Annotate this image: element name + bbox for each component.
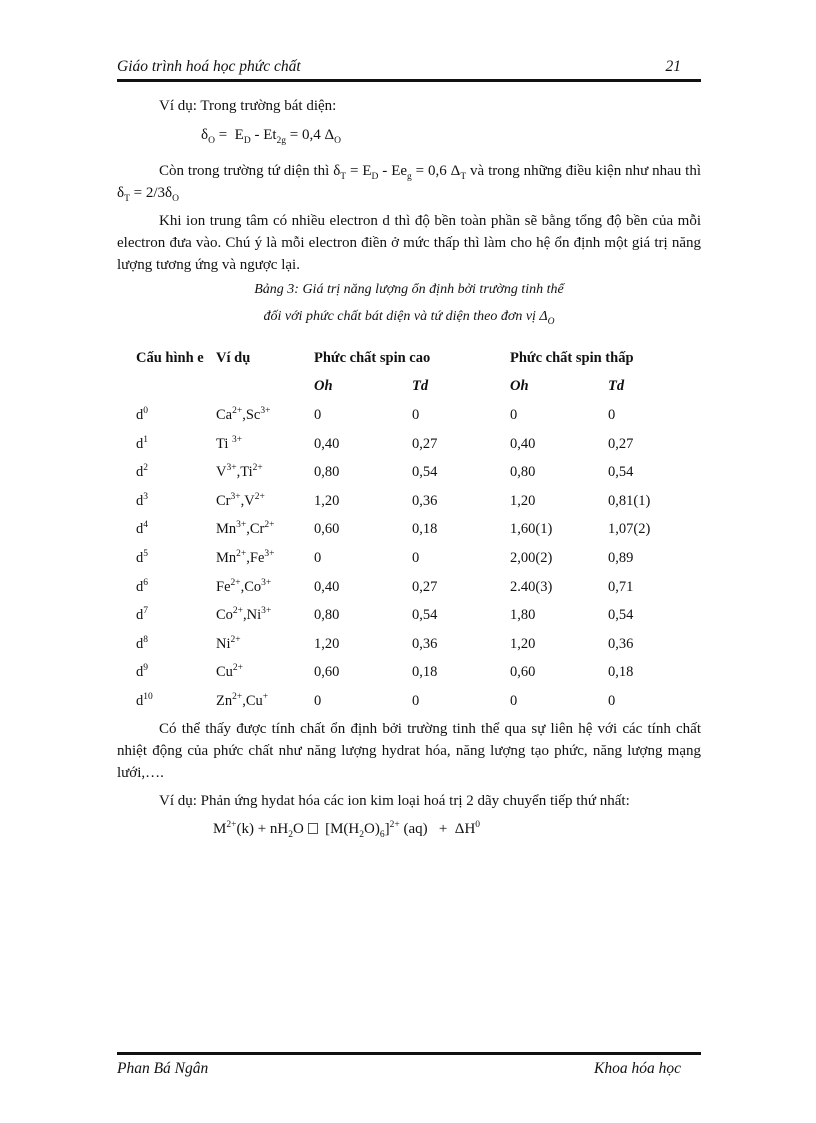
- cell-example: $V^{3+},Ti^{2+}$: [216, 463, 263, 481]
- cell-low-oh: 0,80: [510, 464, 536, 481]
- cell-config: $d^2$: [136, 463, 148, 481]
- cell-high-td: 0: [412, 406, 420, 423]
- cell-high-oh: 0,80: [314, 464, 340, 481]
- cell-example: $Cu^{2+}$: [216, 663, 244, 681]
- cell-high-td: 0,18: [412, 664, 438, 681]
- cell-example: $Zn^{2+},Cu^+$: [216, 692, 269, 709]
- table-row: [136, 630, 698, 659]
- table-row: [136, 544, 698, 573]
- cfse-table: [136, 344, 698, 716]
- col-header-config: Cấu hình e: [136, 349, 204, 366]
- cell-low-oh: 0,40: [510, 435, 536, 452]
- table-row: [136, 687, 698, 716]
- cell-high-oh: 0: [314, 549, 322, 566]
- cell-high-td: 0,36: [412, 492, 438, 509]
- cell-low-td: 0,36: [608, 635, 634, 652]
- table-row: [136, 516, 698, 545]
- footer-author: Phan Bá Ngân: [117, 1060, 209, 1077]
- table-row: [136, 487, 698, 516]
- cell-low-td: 0,54: [608, 464, 634, 481]
- cell-high-oh: 0,40: [314, 435, 340, 452]
- hydration-equation: $M^{2+}(k) + nH_2O$ $[M(H_2O)_6]^{2+}$ $(aq) + \Delta H^0$: [213, 820, 481, 840]
- page-number: 21: [665, 58, 681, 75]
- footer-rule: [117, 1052, 701, 1055]
- cell-high-oh: 0,40: [314, 578, 340, 595]
- header-title: Giáo trình hoá học phức chất: [117, 58, 301, 75]
- cell-high-td: 0: [412, 692, 420, 709]
- cell-config: $d^5$: [136, 549, 148, 566]
- table-row: [136, 430, 698, 459]
- cell-config: $d^8$: [136, 634, 148, 652]
- cell-low-td: 0,89: [608, 549, 634, 566]
- cell-low-oh: 0: [510, 692, 518, 709]
- cell-high-td: 0,27: [412, 435, 438, 452]
- cell-config: $d^{10}$: [136, 692, 153, 709]
- cell-low-oh: 1,20: [510, 492, 536, 509]
- table-caption-line2: đối với phức chất bát diện và tứ diện theo đơn vị $\Delta_O$: [263, 309, 555, 327]
- table-caption-line1: Bảng 3: Giá trị năng lượng ổn định bởi trường tinh thể: [254, 282, 564, 297]
- octahedral-equation: $\delta_O = E_D - Et_{2g} = 0,4$ $\Delta_O$: [201, 127, 342, 146]
- cell-config: $d^7$: [136, 606, 148, 624]
- subheader-oh-low: Oh: [510, 378, 529, 395]
- cell-high-oh: 1,20: [314, 635, 340, 652]
- cell-config: $d^0$: [136, 406, 148, 423]
- cell-low-td: 0: [608, 692, 616, 709]
- header-rule: [117, 79, 701, 82]
- col-header-low-spin: Phức chất spin thấp: [510, 349, 634, 366]
- cell-high-oh: 0,80: [314, 607, 340, 624]
- cell-low-td: 1,07(2): [608, 521, 651, 538]
- cell-low-oh: 2.40(3): [510, 578, 553, 595]
- cell-low-oh: 2,00(2): [510, 549, 553, 566]
- cell-config: $d^3$: [136, 491, 148, 509]
- cell-high-oh: 0,60: [314, 664, 340, 681]
- cell-low-oh: 0: [510, 406, 518, 423]
- subheader-oh-high: Oh: [314, 378, 333, 395]
- cell-example: $Fe^{2+},Co^{3+}$: [216, 577, 272, 595]
- subheader-td-low: Td: [608, 378, 625, 395]
- cell-config: $d^9$: [136, 663, 148, 681]
- cell-low-td: 0,18: [608, 664, 634, 681]
- cell-example: $Co^{2+},Ni^{3+}$: [216, 606, 272, 624]
- cell-low-td: 0,71: [608, 578, 634, 595]
- cell-high-td: 0,27: [412, 578, 438, 595]
- cell-config: $d^6$: [136, 577, 148, 595]
- cell-high-td: 0,54: [412, 607, 438, 624]
- arrow-glyph-icon: [308, 823, 318, 834]
- col-header-high-spin: Phức chất spin cao: [314, 349, 431, 366]
- cell-example: $Ca^{2+},Sc^{3+}$: [216, 406, 271, 423]
- cell-high-oh: 0: [314, 692, 322, 709]
- footer-dept: Khoa hóa học: [594, 1060, 681, 1077]
- page-header: [117, 58, 701, 80]
- cell-high-oh: 1,20: [314, 492, 340, 509]
- cell-config: $d^1$: [136, 434, 148, 452]
- cell-high-td: 0,36: [412, 635, 438, 652]
- page-footer: [117, 1060, 701, 1082]
- table-header-row: [136, 344, 698, 373]
- table-row: [136, 401, 698, 430]
- subheader-td-high: Td: [412, 378, 429, 395]
- hydration-intro: Ví dụ: Phản ứng hydat hóa các ion kim loại hoá trị 2 dãy chuyển tiếp thứ nhất:: [159, 793, 630, 809]
- table-row: [136, 573, 698, 602]
- cell-example: $Ni^{2+}$: [216, 634, 241, 652]
- cell-example: Ti $^{3+}$: [216, 434, 243, 452]
- cell-example: $Mn^{3+},Cr^{2+}$: [216, 520, 275, 538]
- cell-low-oh: 0,60: [510, 664, 536, 681]
- stability-paragraph: Khi ion trung tâm có nhiều electron d thì độ bền toàn phần sẽ bằng tổng độ bền của mỗi electron đưa vào. Chú ý là mỗi electron điền ở mức thấp thì làm cho hệ ổn định một giá trị năng lượng tương ứng và ngược lại.: [117, 213, 701, 273]
- cell-high-td: 0,18: [412, 521, 438, 538]
- cell-example: $Cr^{3+},V^{2+}$: [216, 491, 265, 509]
- cell-low-oh: 1,60(1): [510, 521, 553, 538]
- cell-low-oh: 1,80: [510, 607, 536, 624]
- tetrahedral-paragraph: Còn trong trường tứ diện thì $\delta_T = E_D - Ee_g = 0,6$ $\Delta_T$ và trong những điều kiện như nhau thì $\delta_T = 2/3\delta_O$: [117, 163, 713, 204]
- cell-high-oh: 0: [314, 406, 322, 423]
- cell-high-td: 0,54: [412, 464, 438, 481]
- col-header-example: Ví dụ: [216, 349, 251, 366]
- example-intro: Ví dụ: Trong trường bát diện:: [159, 98, 337, 114]
- cell-low-td: 0,27: [608, 435, 634, 452]
- table-subheader-row: [136, 373, 698, 402]
- cell-low-td: 0: [608, 406, 616, 423]
- cell-low-oh: 1,20: [510, 635, 536, 652]
- cell-low-td: 0,54: [608, 607, 634, 624]
- table-row: [136, 659, 698, 688]
- table-row: [136, 601, 698, 630]
- cell-example: $Mn^{2+},Fe^{3+}$: [216, 549, 275, 566]
- thermo-paragraph: Có thể thấy được tính chất ổn định bởi trường tinh thể qua sự liên hệ với các tính chất nhiệt động của phức chất như năng lượng hydrat hóa, năng lượng tạo phức, năng lượng mạng lưới,….: [117, 721, 701, 781]
- cell-config: $d^4$: [136, 520, 148, 538]
- table-row: [136, 458, 698, 487]
- cell-low-td: 0,81(1): [608, 492, 651, 509]
- cell-high-oh: 0,60: [314, 521, 340, 538]
- cell-high-td: 0: [412, 549, 420, 566]
